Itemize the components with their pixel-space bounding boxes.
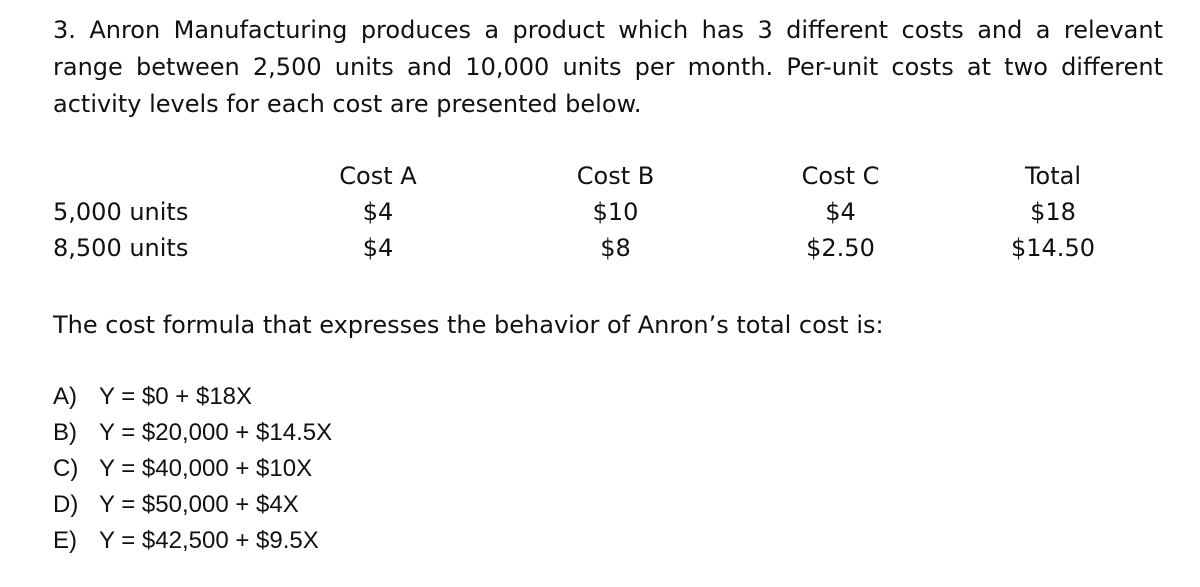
cost-a-value: $4 xyxy=(362,234,394,262)
table-row xyxy=(53,230,1153,266)
option-text: Y = $20,000 + $14.5X xyxy=(99,419,333,446)
answer-option-e xyxy=(53,523,332,559)
answer-options xyxy=(53,379,332,559)
cost-table xyxy=(53,158,1153,266)
answer-option-b xyxy=(53,415,332,451)
formula-prompt: The cost formula that expresses the behavior of Anron’s total cost is: xyxy=(53,311,884,339)
option-letter: E) xyxy=(53,527,77,554)
option-text: Y = $50,000 + $4X xyxy=(99,491,299,518)
cost-c-value: $4 xyxy=(825,198,856,226)
cost-b-value: $8 xyxy=(600,234,631,262)
table-header-row xyxy=(53,158,1153,194)
question-text: 3. Anron Manufacturing produces a product which has 3 different costs and a relevant range between 2,500 units and 10,000 units per month. Per-unit costs at two different activity levels for each cost are presented below. xyxy=(53,16,1163,118)
table-row xyxy=(53,194,1153,230)
option-letter: B) xyxy=(53,419,77,446)
total-value: $18 xyxy=(1030,198,1076,226)
option-letter: D) xyxy=(53,491,79,518)
option-text: Y = $40,000 + $10X xyxy=(99,455,313,482)
total-value: $14.50 xyxy=(1011,234,1095,262)
cost-c-value: $2.50 xyxy=(806,234,875,262)
answer-option-c xyxy=(53,451,332,487)
option-letter: C) xyxy=(53,455,79,482)
header-total: Total xyxy=(1024,162,1082,190)
option-text: Y = $0 + $18X xyxy=(99,383,253,410)
header-cost-a: Cost A xyxy=(339,162,417,190)
header-cost-c: Cost C xyxy=(801,162,880,190)
answer-option-d xyxy=(53,487,332,523)
option-letter: A) xyxy=(53,383,77,410)
row-label: 5,000 units xyxy=(53,198,189,226)
answer-option-a xyxy=(53,379,332,415)
header-cost-b: Cost B xyxy=(576,162,655,190)
option-text: Y = $42,500 + $9.5X xyxy=(99,527,319,554)
cost-a-value: $4 xyxy=(362,198,394,226)
table-header-blank xyxy=(53,158,253,194)
cost-b-value: $10 xyxy=(592,198,639,226)
row-label: 8,500 units xyxy=(53,234,189,262)
